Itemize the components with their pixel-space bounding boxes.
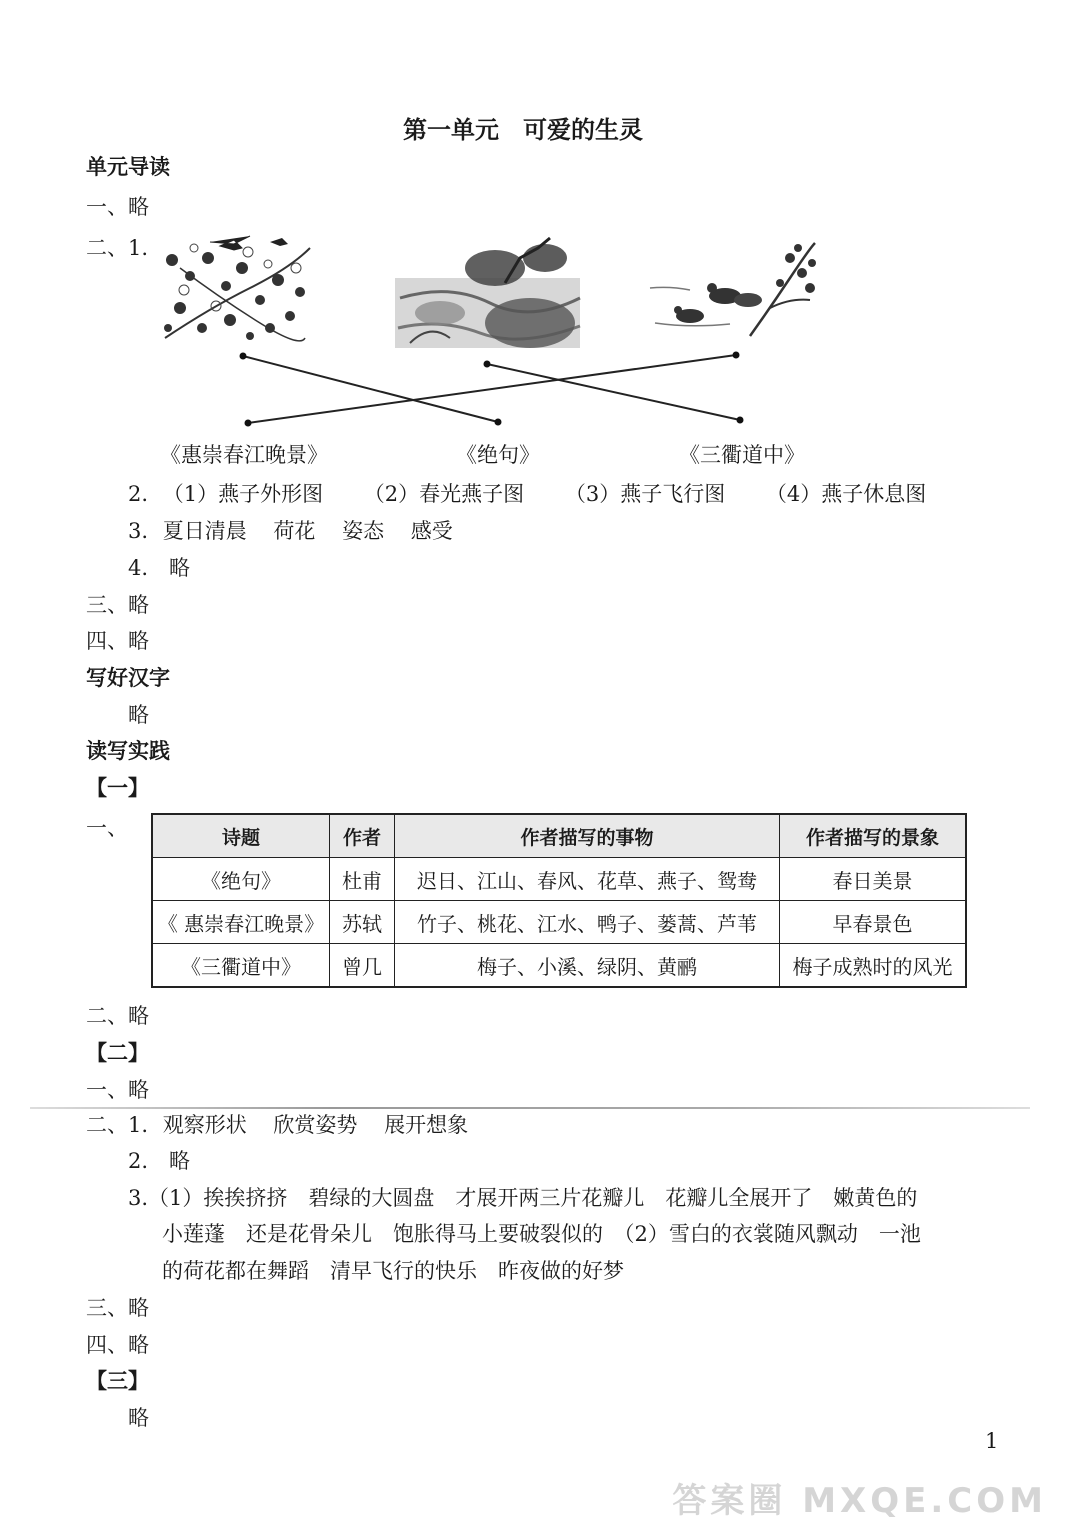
answer-item: 观察形状	[162, 1113, 247, 1137]
part2-q4: 四、略	[86, 1333, 149, 1357]
column-header: 作者描写的事物	[395, 814, 780, 858]
matching-lines	[240, 352, 744, 427]
table-cell: 早春景色	[780, 901, 967, 944]
table-cell: 苏轼	[330, 901, 395, 944]
guide-q2-4: 4. 略	[128, 556, 191, 580]
guide-q2-3	[128, 518, 453, 544]
answer-item: 夏日清晨	[162, 519, 247, 543]
part2-bracket: 【二】	[86, 1041, 149, 1065]
table-cell: 《绝句》	[152, 858, 330, 901]
matching-illustration	[150, 228, 830, 438]
answer-item: 展开想象	[384, 1113, 469, 1137]
swallows-blossom-picture	[164, 236, 310, 341]
part2-q2-2: 2. 略	[128, 1149, 191, 1173]
guide-q3: 三、略	[86, 593, 149, 617]
table-header-row	[152, 814, 966, 858]
column-header: 作者	[330, 814, 395, 858]
section-heading-writing: 写好汉字	[86, 666, 170, 690]
part2-q2-3-line2: 小莲蓬 还是花骨朵儿 饱胀得马上要破裂似的 （2）雪白的衣裳随风飘动 一池	[162, 1222, 921, 1246]
answer-item: 姿态	[342, 519, 385, 543]
page-number: 1	[985, 1429, 999, 1453]
item-number: 二、1.	[86, 1113, 149, 1137]
part1-bracket: 【一】	[86, 776, 149, 800]
answer-item: 欣赏姿势	[273, 1113, 358, 1137]
answer-item: （2）春光燕子图	[363, 482, 525, 506]
ink-landscape-picture	[395, 238, 580, 348]
column-header: 诗题	[152, 814, 330, 858]
answer-item: （3）燕子飞行图	[564, 482, 726, 506]
guide-q4: 四、略	[86, 629, 149, 653]
section-heading-guide: 单元导读	[86, 155, 170, 179]
part2-q2-3-line1: 3.（1）挨挨挤挤 碧绿的大圆盘 才展开两三片花瓣儿 花瓣儿全展开了 嫩黄色的	[128, 1186, 918, 1210]
table-cell: 曾几	[330, 944, 395, 988]
table-row	[152, 901, 966, 944]
table-cell: 竹子、桃花、江水、鸭子、蒌蒿、芦苇	[395, 901, 780, 944]
item-number: 3.	[128, 519, 149, 543]
answer-item: 感受	[410, 519, 453, 543]
table-cell: 迟日、江山、春风、花草、燕子、鸳鸯	[395, 858, 780, 901]
table-cell: 《 惠崇春江晚景》	[152, 901, 330, 944]
part2-q2-3-line3: 的荷花都在舞蹈 清早飞行的快乐 昨夜做的好梦	[162, 1259, 624, 1283]
item-number: 2.	[128, 482, 149, 506]
table-cell: 杜甫	[330, 858, 395, 901]
page-title: 第一单元 可爱的生灵	[403, 116, 643, 144]
guide-q2-label: 二、1.	[86, 236, 149, 260]
table-cell: 梅子、小溪、绿阴、黄鹂	[395, 944, 780, 988]
ducks-branch-picture	[650, 243, 816, 336]
part2-q2-1	[86, 1112, 468, 1138]
answer-item: （1）燕子外形图	[162, 482, 324, 506]
poem-label-sanqu: 《三衢道中》	[679, 443, 805, 467]
poem-table	[151, 813, 967, 988]
part3-answer: 略	[128, 1406, 149, 1430]
scan-divider-line	[30, 1107, 1030, 1109]
poem-label-huichong: 《惠崇春江晚景》	[160, 443, 328, 467]
guide-q1: 一、略	[86, 195, 149, 219]
watermark: 答案圈 MXQE.COM	[672, 1481, 1047, 1521]
column-header: 作者描写的景象	[780, 814, 967, 858]
table-cell: 春日美景	[780, 858, 967, 901]
part1-q1-label: 一、	[86, 816, 128, 840]
writing-answer: 略	[128, 703, 149, 727]
part2-q3: 三、略	[86, 1296, 149, 1320]
part3-bracket: 【三】	[86, 1369, 149, 1393]
table-cell: 《三衢道中》	[152, 944, 330, 988]
part2-q1: 一、略	[86, 1078, 149, 1102]
part1-q2: 二、略	[86, 1004, 149, 1028]
table-cell: 梅子成熟时的风光	[780, 944, 967, 988]
poem-label-jueju: 《绝句》	[456, 443, 540, 467]
table-row	[152, 858, 966, 901]
section-heading-practice: 读写实践	[86, 739, 170, 763]
guide-q2-2	[128, 481, 926, 507]
table-row	[152, 944, 966, 988]
answer-item: 荷花	[273, 519, 316, 543]
answer-item: （4）燕子休息图	[765, 482, 927, 506]
